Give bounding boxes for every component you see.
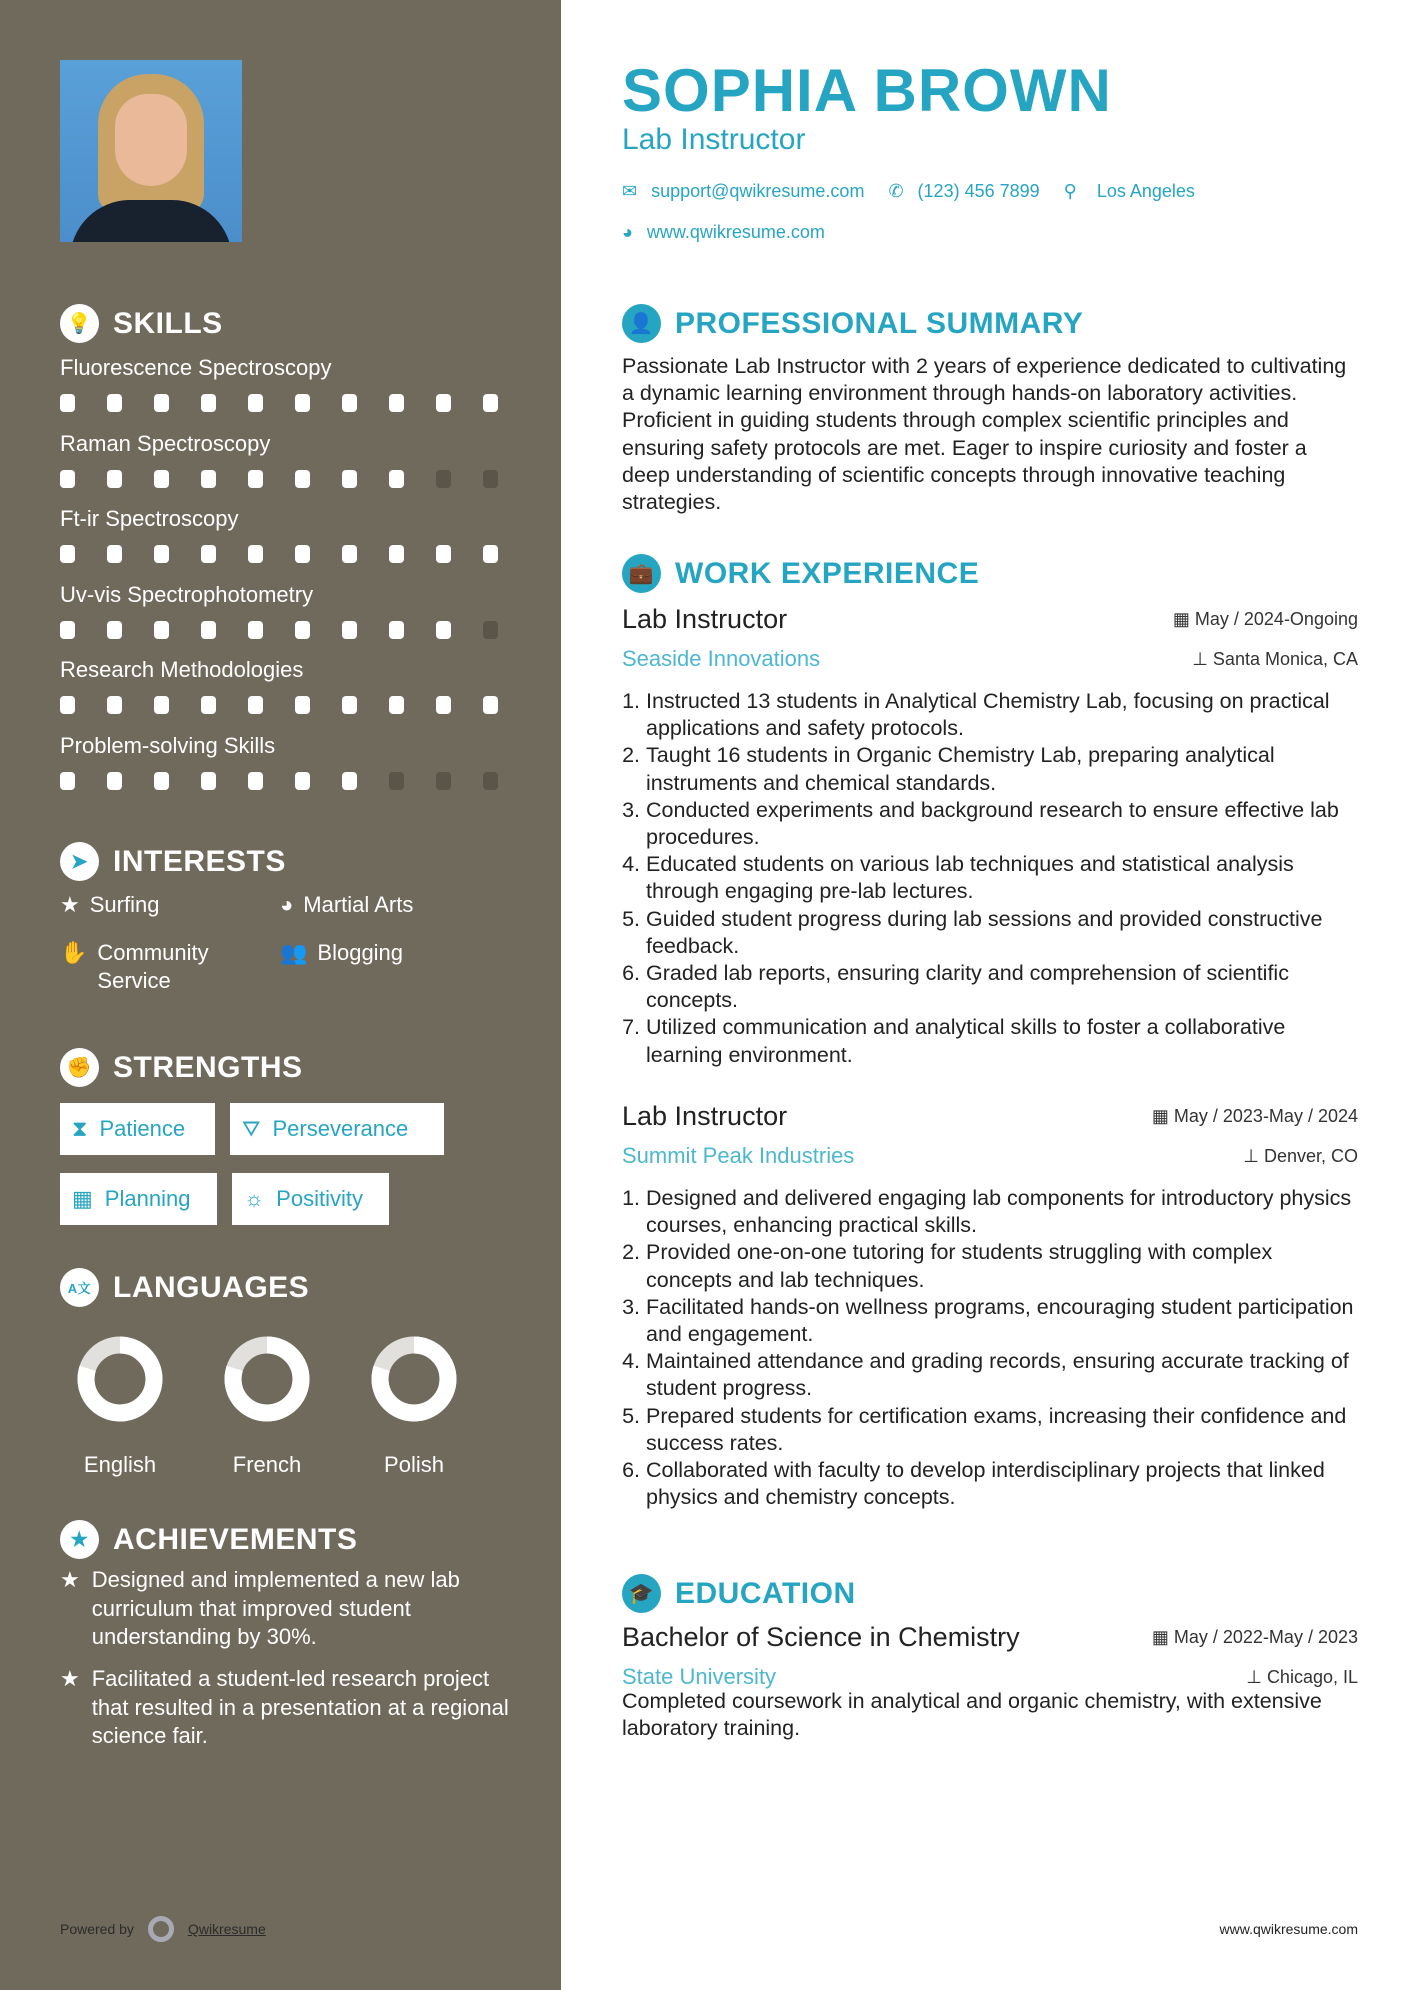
job-dates: May / 2023-May / 2024: [1173, 1106, 1358, 1126]
rating-dot: [342, 621, 357, 639]
strength-label: Perseverance: [272, 1116, 409, 1141]
calendar-icon: ▦: [72, 1186, 93, 1211]
user-icon: 👤: [622, 304, 661, 343]
rating-dot: [436, 621, 451, 639]
interest-item: [280, 891, 480, 919]
hourglass-icon: ⧗: [72, 1116, 88, 1141]
rating-dot: [248, 545, 263, 563]
strength-chip: [230, 1103, 444, 1155]
job-bullets: [622, 688, 1358, 1069]
calendar-icon: ▦: [1151, 1106, 1174, 1126]
strength-label: Planning: [104, 1186, 191, 1211]
rating-dot: [342, 696, 357, 714]
interest-label: Martial Arts: [303, 892, 414, 917]
rating-dot: [436, 394, 451, 412]
rating-dot: [60, 545, 75, 563]
road-icon: ⛛: [242, 1116, 261, 1141]
job-location: Santa Monica, CA: [1212, 648, 1358, 669]
skill-name: Raman Spectroscopy: [60, 430, 271, 456]
rating-dot: [436, 470, 451, 488]
location-text: Los Angeles: [1096, 181, 1195, 201]
rating-dot: [389, 696, 404, 714]
achievement-text: Designed and implemented a new lab curriculum that improved student understanding by 30%.: [91, 1567, 460, 1649]
language-item: [65, 1336, 175, 1478]
languages-heading: [60, 1268, 309, 1307]
education-dates: May / 2022-May / 2023: [1173, 1627, 1358, 1647]
job-bullet: 4. Educated students on various lab techniques and statistical analysis through engaging pre-lab lectures.: [646, 851, 1358, 905]
rating-dot: [60, 470, 75, 488]
pin-icon: ⊥: [1243, 1145, 1264, 1166]
rating-dot: [389, 394, 404, 412]
rating-dot: [389, 772, 404, 790]
fist-icon: ✊: [60, 1048, 99, 1087]
envelope-icon: ✉: [622, 181, 638, 201]
language-donut: [359, 1336, 469, 1424]
job-bullet: 1. Instructed 13 students in Analytical Chemistry Lab, focusing on practical applications and safety protocols.: [646, 688, 1358, 742]
achievements-heading-text: ACHIEVEMENTS: [113, 1522, 358, 1556]
star-badge-icon: ★: [60, 1520, 99, 1559]
rating-dot: [201, 696, 216, 714]
rating-dot: [248, 772, 263, 790]
job-bullet: 2. Provided one-on-one tutoring for students struggling with complex concepts and lab techniques.: [646, 1239, 1358, 1293]
powered-by-label: Powered by: [60, 1921, 134, 1937]
job-bullet: 5. Prepared students for certification exams, increasing their confidence and success rates.: [646, 1403, 1358, 1457]
job-bullet: 6. Collaborated with faculty to develop interdisciplinary projects that linked physics and chemistry concepts.: [646, 1457, 1358, 1511]
rating-dot: [154, 394, 169, 412]
job-title: Lab Instructor: [622, 1101, 788, 1131]
footer-url[interactable]: www.qwikresume.com: [1219, 1921, 1358, 1937]
job-subheader: [622, 646, 1358, 672]
job-subheader: [622, 1143, 1358, 1169]
degree: Bachelor of Science in Chemistry: [622, 1622, 1020, 1652]
pin-icon: ⊥: [1192, 648, 1213, 669]
contact-row: [622, 181, 1358, 202]
phone-text: (123) 456 7899: [917, 181, 1040, 201]
company: Seaside Innovations: [622, 646, 821, 671]
rating-dot: [436, 696, 451, 714]
rating-dot: [107, 621, 122, 639]
skill-item: [60, 655, 510, 714]
rating-dot: [248, 621, 263, 639]
rating-dot: [201, 545, 216, 563]
rating-dot: [342, 545, 357, 563]
rating-dot: [154, 470, 169, 488]
achievement-text: Facilitated a student-led research project that resulted in a presentation at a regional science fair.: [91, 1666, 509, 1748]
profile-photo: [60, 60, 242, 242]
rating-dot: [107, 394, 122, 412]
strength-chip: [60, 1173, 217, 1225]
header: [622, 56, 1358, 157]
rating-dot: [342, 772, 357, 790]
summary-heading-text: PROFESSIONAL SUMMARY: [675, 306, 1084, 340]
globe-icon: ◕: [280, 892, 294, 917]
skill-rating: [60, 394, 510, 412]
rating-dot: [483, 394, 498, 412]
rating-dot: [389, 621, 404, 639]
rating-dot: [483, 696, 498, 714]
job-bullet: 6. Graded lab reports, ensuring clarity and comprehension of scientific concepts.: [646, 960, 1358, 1014]
skill-item: [60, 429, 510, 488]
rating-dot: [107, 545, 122, 563]
skill-name: Ft-ir Spectroscopy: [60, 506, 239, 531]
shooting-star-icon: ★: [60, 1567, 80, 1592]
language-name: French: [232, 1452, 302, 1477]
qwikresume-link[interactable]: Qwikresume: [187, 1921, 266, 1937]
rating-dot: [201, 621, 216, 639]
rating-dot: [483, 545, 498, 563]
rating-dot: [201, 470, 216, 488]
rating-dot: [295, 470, 310, 488]
rating-dot: [483, 470, 498, 488]
skill-rating: [60, 470, 510, 488]
rating-dot: [201, 772, 216, 790]
job-location: Denver, CO: [1263, 1145, 1358, 1166]
language-icon: A文: [60, 1268, 99, 1307]
summary-text: Passionate Lab Instructor with 2 years of experience dedicated to cultivating a dynamic learning environment through hands-on laboratory activities. Proficient in guiding students through complex scientific principles and ensuring safety protocols are met. Eager to inspire curiosity and foster a deep understanding of scientific concepts through innovative teaching strategies.: [622, 354, 1347, 515]
rating-dot: [342, 394, 357, 412]
rating-dot: [295, 772, 310, 790]
strength-chip: [60, 1103, 215, 1155]
interest-item: [60, 891, 260, 919]
skill-rating: [60, 545, 510, 563]
rating-dot: [389, 470, 404, 488]
language-name: English: [83, 1452, 157, 1477]
skill-rating: [60, 772, 510, 790]
work-heading-text: WORK EXPERIENCE: [675, 556, 980, 590]
language-donut: [65, 1336, 175, 1424]
job-dates: May / 2024-Ongoing: [1194, 609, 1358, 629]
graduation-cap-icon: 🎓: [622, 1574, 661, 1613]
candidate-name: SOPHIA BROWN: [622, 57, 1112, 124]
rating-dot: [60, 621, 75, 639]
language-item: [212, 1336, 322, 1478]
job-header: [622, 604, 1358, 635]
rating-dot: [248, 470, 263, 488]
company: Summit Peak Industries: [622, 1143, 855, 1168]
interest-label: Community Service: [97, 940, 209, 993]
education-heading: [622, 1574, 1358, 1613]
interest-label: Blogging: [317, 940, 404, 965]
rating-dot: [389, 545, 404, 563]
strength-label: Patience: [99, 1116, 186, 1141]
skill-name: Fluorescence Spectroscopy: [60, 355, 332, 380]
star-icon: ★: [60, 892, 80, 917]
rating-dot: [154, 772, 169, 790]
candidate-title: Lab Instructor: [622, 123, 806, 156]
skill-item: [60, 504, 510, 563]
job-bullet: 1. Designed and delivered engaging lab components for introductory physics courses, enhancing practical skills.: [646, 1185, 1358, 1239]
job-bullet: 3. Conducted experiments and background research to ensure effective lab procedures.: [646, 797, 1358, 851]
job-bullet: 5. Guided student progress during lab sessions and provided constructive feedback.: [646, 906, 1358, 960]
strengths-heading-text: STRENGTHS: [113, 1050, 303, 1084]
interests-heading-text: INTERESTS: [113, 844, 286, 878]
skill-item: [60, 580, 510, 639]
education-location: Chicago, IL: [1266, 1666, 1358, 1687]
achievements-heading: [60, 1520, 357, 1559]
rating-dot: [295, 696, 310, 714]
pin-icon: ⊥: [1246, 1666, 1267, 1687]
strength-label: Positivity: [276, 1186, 363, 1211]
languages-heading-text: LANGUAGES: [113, 1270, 310, 1304]
skill-name: Research Methodologies: [60, 657, 304, 682]
rating-dot: [248, 696, 263, 714]
job-bullet: 2. Taught 16 students in Organic Chemistry Lab, preparing analytical instruments and chemical standards.: [646, 742, 1358, 796]
interest-item: [60, 939, 260, 995]
achievement-item: [60, 1566, 510, 1652]
users-icon: 👥: [280, 940, 308, 965]
website-row: [622, 222, 1358, 243]
job-bullet: 7. Utilized communication and analytical skills to foster a collaborative learning environment.: [646, 1014, 1358, 1068]
skills-heading-text: SKILLS: [113, 306, 223, 340]
calendar-icon: ▦: [1151, 1627, 1174, 1647]
rating-dot: [436, 545, 451, 563]
hand-icon: ✋: [60, 940, 88, 965]
interest-label: Surfing: [89, 892, 160, 917]
skill-name: Problem-solving Skills: [60, 732, 276, 758]
briefcase-icon: 💼: [622, 554, 661, 593]
strength-chip: [232, 1173, 389, 1225]
rating-dot: [154, 696, 169, 714]
calendar-icon: ▦: [1172, 609, 1195, 629]
powered-by: [60, 1916, 266, 1942]
rating-dot: [107, 470, 122, 488]
skill-rating: [60, 696, 510, 714]
shooting-star-icon: ★: [60, 1666, 80, 1691]
paper-plane-icon: ➤: [60, 842, 99, 881]
school: State University: [622, 1664, 777, 1689]
skill-item: [60, 353, 510, 412]
job-bullet: 4. Maintained attendance and grading records, ensuring accurate tracking of student progress.: [646, 1348, 1358, 1402]
rating-dot: [107, 696, 122, 714]
job-bullets: [622, 1185, 1358, 1511]
summary-heading: [622, 304, 1358, 343]
sun-icon: ☼: [244, 1186, 265, 1211]
website-link[interactable]: www.qwikresume.com: [646, 222, 825, 242]
rating-dot: [60, 772, 75, 790]
globe-icon: ◕: [622, 222, 633, 242]
rating-dot: [295, 394, 310, 412]
rating-dot: [483, 621, 498, 639]
work-heading: [622, 554, 1358, 593]
rating-dot: [436, 772, 451, 790]
lightbulb-icon: 💡: [60, 304, 99, 343]
skill-rating: [60, 621, 510, 639]
rating-dot: [295, 621, 310, 639]
rating-dot: [295, 545, 310, 563]
sidebar: [0, 0, 561, 1990]
phone-icon: ✆: [888, 181, 904, 201]
skill-item: [60, 731, 510, 790]
rating-dot: [154, 545, 169, 563]
interest-item: [280, 939, 480, 967]
rating-dot: [154, 621, 169, 639]
education-description: Completed coursework in analytical and organic chemistry, with extensive laboratory training.: [622, 1689, 1322, 1741]
job-header: [622, 1101, 1358, 1132]
rating-dot: [107, 772, 122, 790]
language-name: Polish: [384, 1452, 444, 1477]
education-heading-text: EDUCATION: [675, 1576, 856, 1610]
rating-dot: [483, 772, 498, 790]
rating-dot: [60, 394, 75, 412]
rating-dot: [201, 394, 216, 412]
rating-dot: [342, 470, 357, 488]
email-link[interactable]: support@qwikresume.com: [651, 181, 865, 201]
rating-dot: [60, 696, 75, 714]
job-bullet: 3. Facilitated hands-on wellness programs, encouraging student participation and engagement.: [646, 1294, 1358, 1348]
job-title: Lab Instructor: [622, 604, 788, 634]
skill-name: Uv-vis Spectrophotometry: [60, 581, 314, 607]
qwikresume-logo-icon: [148, 1916, 174, 1942]
language-item: [359, 1336, 469, 1478]
language-donut: [212, 1336, 322, 1424]
skills-heading: [60, 304, 223, 343]
rating-dot: [248, 394, 263, 412]
education-header: [622, 1622, 1358, 1653]
education-subheader: [622, 1664, 1358, 1690]
strengths-heading: [60, 1048, 303, 1087]
achievement-item: [60, 1665, 510, 1751]
interests-heading: [60, 842, 286, 881]
map-pin-icon: ⚲: [1063, 181, 1077, 201]
